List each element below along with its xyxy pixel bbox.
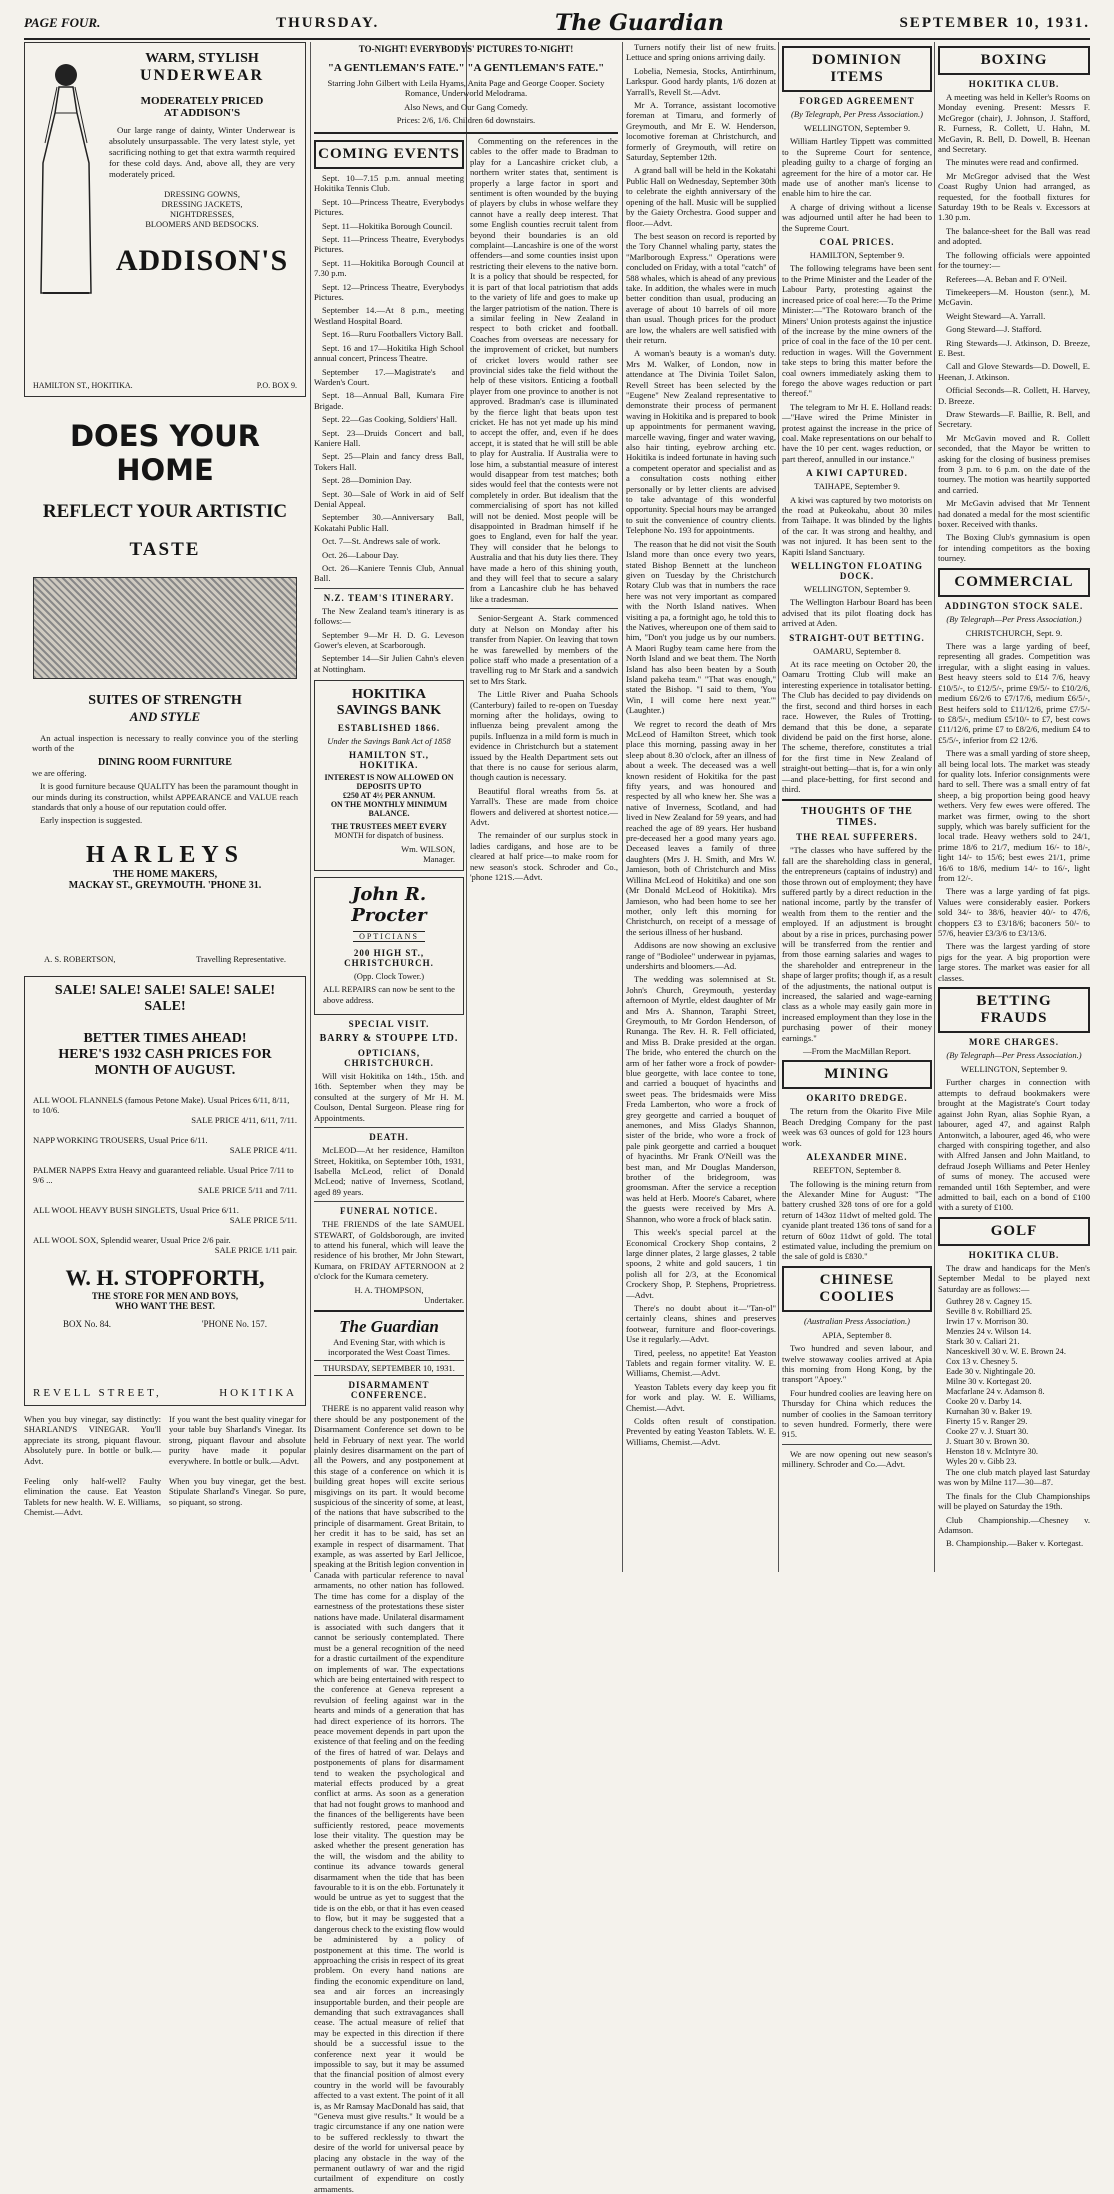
list-item: Finerty 15 v. Ranger 29. <box>946 1416 1028 1426</box>
savings-bank-addr: HAMILTON ST., HOKITIKA. <box>348 750 430 771</box>
news-paragraph: Lobelia, Nemesia, Stocks, Antirrhinum, Larkspur. Good hardy plants, 1/6 dozen at Yarrall's, Revell St.—Advt. <box>626 65 776 97</box>
dateline: CHRISTCHURCH, Sept. 9. <box>965 627 1063 638</box>
pictures-also: Also News, and Our Gang Comedy. <box>404 101 528 112</box>
news-paragraph: Mr McGregor advised that the West Coast Rugby Union had arranged, as requested, for the football fixtures for Saturday 19th to be Reals v. Excessors at 1.30 p.m. <box>938 170 1090 223</box>
dateline: WELLINGTON, September 9. <box>803 584 911 595</box>
news-paragraph: Yeaston Tablets every day keep you fit for work and play. W. E. Williams, Chemist.—Advt. <box>626 1381 776 1413</box>
golf-draw <box>938 1297 1090 1467</box>
pictures-prices: Prices: 2/6, 1/6. Children 6d downstairs. <box>396 115 536 126</box>
column-rule <box>310 42 311 1572</box>
column-5 <box>626 42 776 1572</box>
list-item: Sept. 16—Ruru Footballers Victory Ball. <box>322 329 464 340</box>
dateline: WELLINGTON, September 9. <box>960 1064 1068 1075</box>
news-paragraph: A kiwi was captured by two motorists on the road at Pukeokahu, about 30 miles from Taihape. It was blinded by the lights of the car. It was strong and healthy, and was not injured. It has been sent to the Kapiti Island Sanctuary. <box>782 494 932 557</box>
news-paragraph: Ring Stewards—J. Atkinson, D. Breeze, E. Best. <box>938 337 1090 358</box>
sale-items <box>33 1095 297 1255</box>
harleys-suites: SUITES OF STRENGTH <box>88 693 242 708</box>
small-adverts <box>24 1414 306 1521</box>
left-adverts <box>24 42 306 1572</box>
news-paragraph: We regret to record the death of Mrs McLeod of Hamilton Street, which took place this morning, passing away in her sleep about 8.30 o'clock, after an illness of about a week. The deceased was a well known resident of Hokitika for the past fifty years, and was honoured and respected by all who knew her. She was a native of Inverness, Scotland, and had lived in New Zealand for 59 years, and had reached the age of 89 years. Her husband pre-deceased her a good many years ago. Deceased leaves a family of three daughters (Mrs J. H. Smith, and Mrs W. Jamieson, both of Christchurch and Miss Willina McLeod of Hokitika) and one son (Mr Donald McLeod of Hokitika). Mrs Jamieson, who had been home to see her mother, only left this morning for Christchurch, on receipt of a message of the serious illness of her husband. <box>626 718 776 937</box>
dining-room-picture <box>33 577 297 679</box>
list-item: ALL WOOL FLANNELS (famous Petone Make). Usual Prices 6/11, 8/11, to 10/6. SALE PRICE 4/11, 6/11, 7/11. <box>33 1095 297 1125</box>
savings-bank-title1: HOKITIKA <box>352 687 426 703</box>
death-title: DEATH. <box>369 1132 409 1143</box>
savings-bank-advert <box>314 680 464 871</box>
news-paragraph: Mr A. Torrance, assistant locomotive foreman at Timaru, and formerly of Greymouth, and Mr E. W. Henderson, locomotive foreman at Christchurch, and formerly of Greymouth, will retire on Saturday, September 12th. <box>626 100 776 163</box>
addisons-body: Our large range of dainty, Winter Underwear is absolutely unsurpassable. The very latest style, yet sacrificing nothing to get that extra warmth required for these cold days. And, above all, they are very moderately priced. <box>109 125 295 179</box>
list-item: DRESSING JACKETS, <box>161 200 243 209</box>
dateline: TAIHAPE, September 9. <box>814 481 900 492</box>
news-paragraph: The remainder of our surplus stock in ladies cardigans, and hose are to be cleared at half price—to make room for new season's stock. Schroder and Co., 'phone 121S.—Advt. <box>470 830 618 883</box>
list-item: Wyles 20 v. Gibb 23. <box>946 1456 1017 1466</box>
stopforth-town: HOKITIKA <box>219 1387 297 1399</box>
list-item: Sept. 11—Hokitika Borough Council. <box>322 220 453 231</box>
news-paragraph: There was a large yarding of fat pigs. Values were considerably easier. Porkers sold 34/- to 38/6, heavier 40/- to 47/6, choppers £3 to £3/18/6; baconers 50/- to 57/6, heavier £3/3/6 to £3/13/6. <box>938 886 1090 939</box>
news-paragraph: The Boxing Club's gymnasium is open for intending competitors as the boxing tourney. <box>938 532 1090 564</box>
savings-bank-interest: DEPOSITS UP TO <box>356 782 422 792</box>
list-item: NAPP WORKING TROUSERS, Usual Price 6/11. SALE PRICE 4/11. <box>33 1135 297 1155</box>
list-item: Seville 8 v. Robilliard 25. <box>946 1306 1032 1316</box>
dateline: REEFTON, September 8. <box>812 1165 902 1176</box>
news-paragraph: There was a large yarding of beef, representing all grades. Competition was irregular, with a slight easing in values. Best heavy steers sold to £14 7/6, heavy £10/5/-, to £12/5/-, prime £9/5/- to £10/2/6, medium £6/2/6 to £7/17/6, medium £6/5/-, Best heifers sold to £11/12/6, prime £7/5/- to £8/5/-, medium £5/10/- to £7, best cows £11/12/6, prime £7 to £8/2/6, medium £4 to £5/5/-, inferior from £2 12/6. <box>938 641 1090 745</box>
funeral-body: THE FRIENDS of the late SAMUEL STEWART, of Goldsborough, are invited to attend his funeral, which will leave the residence of his brother, Mr John Stewart, Kumara, on FRIDAY AFTERNOON at 2 o'clock for the Kumara cemetery. <box>314 1219 464 1282</box>
news-paragraph: The best season on record is reported by the Tory Channel whaling party, states the "Marlborough Express." Operations were concluded on Friday, with a total "catch" of 588 whales, which is ahead of any previous take. In addition, the whales were in much better condition than usual, producing an average of about 10 barrels of oil more than usual. Though prices for the product are low, the whalers are well satisfied with their return. <box>626 230 776 345</box>
alexander-title: ALEXANDER MINE. <box>806 1152 908 1163</box>
news-paragraph: Club Championship.—Chesney v. Adamson. <box>938 1514 1090 1535</box>
pictures-title: "A GENTLEMAN'S FATE." "A GENTLEMAN'S FATE." <box>327 62 605 74</box>
news-paragraph: The telegram to Mr H. E. Holland reads:—"Have wired the Prime Minister in protest against the increase in the price of coal. Make representations on our behalf to have the 10 per cent. wages reduction, or part thereof, annulled in our instance." <box>782 401 932 464</box>
news-paragraph: Tired, peeless, no appetite! Eat Yeaston Tablets and regain former vitality. W. E. Williams, Chemist.—Advt. <box>626 1347 776 1379</box>
boxing-club: HOKITIKA CLUB. <box>968 79 1060 89</box>
procter-address: 200 HIGH ST., CHRISTCHURCH. <box>344 948 434 969</box>
harleys-head2: REFLECT YOUR ARTISTIC <box>42 501 288 522</box>
news-paragraph: Timekeepers—M. Houston (senr.), M. McGavin. <box>938 286 1090 308</box>
harleys-head1: DOES YOUR HOME <box>69 419 260 487</box>
column-3 <box>314 136 464 2194</box>
addisons-address: HAMILTON ST., HOKITIKA. <box>33 381 133 390</box>
list-item: ALL WOOL HEAVY BUSH SINGLETS, Usual Price 6/11. SALE PRICE 5/11. <box>33 1205 297 1225</box>
news-paragraph: The following telegrams have been sent to the Prime Minister and the Leader of the Labour Party, protesting against the increased price of coal here:—To the Prime Minister:—"The Rotowaro branch of the Miners' Union protests against the injustice of the increase by the mine owners of the price of coal in the face of the 10 per cent. reduction in wages. Will the Government take steps to bring this matter before the coal owners immediately asking them to forego the above wages reduction or part thereof." <box>782 263 932 399</box>
savings-bank-interest: INTEREST IS NOW ALLOWED ON <box>324 773 454 783</box>
column-rule <box>622 42 623 1572</box>
list-item: Henston 18 v. McIntyre 30. <box>946 1446 1039 1456</box>
news-paragraph: The wedding was solemnised at St. John's Church, Greymouth, yesterday afternoon of Myrtle, eldest daughter of Mr and Mrs A. Shannon, Taraphi Street, Greymouth, to Mr Gordon Henderson, of Runanga. The Rev. H. R. Fell officiated, and Miss B. Drake presided at the organ. The bride, who entered the church on the arm of her father wore a frock of powder-blue georgette, with lace contee to tone, and carried a bouquet of hyacinths and sweet peas. The bridesmaids were Miss Freda Lamberton, who wore a frock of grey georgette and carried a bouquet of anemones, and Miss Gladys Shannon, sister of the bride, who wore a frock of pale pink georgette and carried a bouquet of hyacinths. Mr Frank O'Neill was the best man, and Mr Douglas Manderson, brother of the bridegroom, was groomsman. After the service a reception was held at Herb. Moore's Cabaret, where the guests were received by Mrs A. Shannon, who wore a frock of black satin. <box>626 974 776 1224</box>
list-item: Cox 13 v. Chesney 5. <box>946 1356 1018 1366</box>
coal-prices-title: COAL PRICES. <box>819 237 895 248</box>
list-item: Milne 30 v. Kortegast 20. <box>946 1376 1032 1386</box>
news-paragraph: Call and Glove Stewards—D. Dowell, E. Heenan, J. Atkinson. <box>938 361 1090 382</box>
special-visit-title: SPECIAL VISIT. <box>348 1019 430 1030</box>
dateline: WELLINGTON, September 9. <box>803 123 911 133</box>
column-4 <box>470 136 618 1572</box>
list-item: NIGHTDRESSES, <box>170 210 234 219</box>
list-item: Menzies 24 v. Wilson 14. <box>946 1326 1032 1336</box>
stopforth-head1: BETTER TIMES AHEAD! <box>83 1031 247 1046</box>
news-paragraph: The Little River and Puaha Schools (Canterbury) failed to re-open on Tuesday morning after the holidays, owing to influenza being prevalent among the pupils. Influenza in a mild form is much in evidence in Christchurch but a statement issued by the Health Department sets out that there is no cause for serious alarm, though caution is necessary. <box>470 689 618 783</box>
savings-bank-signature-title: Manager. <box>423 854 455 865</box>
list-item: BLOOMERS AND BEDSOCKS. <box>145 220 259 229</box>
betting-frauds-title: BETTING FRAUDS <box>938 987 1090 1033</box>
addisons-name: ADDISON'S <box>115 244 289 277</box>
procter-repairs: ALL REPAIRS can now be sent to the above address. <box>323 984 455 1005</box>
news-paragraph: Senior-Sergeant A. Stark commenced duty at Nelson on Monday after his transfer from Napier. On leaving that town he was farewelled by members of the police staff who made a presentation of a travelling rug to Mr Stark and a sandwich set to Mrs Stark. <box>470 613 618 686</box>
dateline: OAMARU, September 8. <box>813 645 901 656</box>
list-item: Macfarlane 24 v. Adamson 8. <box>946 1386 1045 1396</box>
news-paragraph: Colds often result of constipation. Prevented by eating Yeaston Tablets. W. E. Williams, Chemist.—Advt. <box>626 1416 776 1447</box>
savings-bank-est: ESTABLISHED 1866. <box>337 723 441 734</box>
stopforth-tag1: THE STORE FOR MEN AND BOYS, <box>91 1291 239 1301</box>
disarmament-title: DISARMAMENT CONFERENCE. <box>348 1380 430 1401</box>
list-item: September 30.—Anniversary Ball, Kokatahi Public Hall. <box>314 512 464 533</box>
savings-bank-title2: SAVINGS BANK <box>336 703 442 719</box>
list-item: DRESSING GOWNS, <box>164 190 240 199</box>
stopforth-phone: 'PHONE No. 157. <box>201 1319 267 1329</box>
list-item: Oct. 7—St. Andrews sale of work. <box>322 536 441 547</box>
special-visit-firm: BARRY & STOUPPE LTD. <box>319 1033 459 1045</box>
funeral-title: FUNERAL NOTICE. <box>339 1206 438 1217</box>
stopforth-street: REVELL STREET, <box>33 1387 162 1399</box>
small-advert: We are now opening out new season's millinery. Schroder and Co.—Advt. <box>782 1448 932 1470</box>
chinese-coolies-title: CHINESE COOLIES <box>782 1266 932 1312</box>
news-paragraph: Addisons are now showing an exclusive range of "Bodiolee" underwear in pyjamas, undershirts and bloomers.—Ad. <box>626 940 776 971</box>
thoughts-source: —From the MacMillan Report. <box>803 1046 911 1057</box>
list-item: Eade 30 v. Nightingale 20. <box>946 1366 1036 1376</box>
lady-in-slip-icon <box>31 53 101 323</box>
news-paragraph: Turners notify their list of new fruits. Lettuce and spring onions arriving daily. <box>626 42 776 63</box>
golf-title: GOLF <box>938 1217 1090 1246</box>
news-paragraph: B. Championship.—Baker v. Kortegast. <box>946 1538 1084 1549</box>
list-item: Sept. 18—Annual Ball, Kumara Fire Brigade. <box>314 390 464 411</box>
list-item: PALMER NAPPS Extra Heavy and guaranteed reliable. Usual Price 7/11 to 9/6 ... SALE PRICE 5/11 and 7/11. <box>33 1165 297 1195</box>
savings-bank-trustees: THE TRUSTEES MEET EVERY <box>331 822 447 832</box>
news-paragraph: The one club match played last Saturday was won by Milne 117—30—87. <box>938 1466 1090 1488</box>
more-charges-title: MORE CHARGES. <box>968 1037 1059 1048</box>
list-item: Oct. 26—Kaniere Tennis Club, Annual Ball. <box>314 563 464 584</box>
news-paragraph: Mr McGavin moved and R. Collett seconded, that the Mayor be written to asking for the closing of business premises from 3 p.m. to 6 p.m. on the date of the tourney. The motion was heartily supported and carried. <box>938 432 1090 495</box>
dominion-items-title: DOMINION ITEMS <box>782 46 932 92</box>
disarmament-body: THERE is no apparent valid reason why there should be any postponement of the Disarmament Conference set down to be held in February of next year. The world plainly desires disarmament on the part of all the Powers, and any postponement at this stage of a conference on which it is building great hopes will excite serious misgivings on its part. It would become suspicious of the sincerity of some, at least, of the nations that have subscribed to the principle of disarmament. Great Britain, to her credit it has to be said, has set an example in respect of disarmament. That example, as was asserted by Earl Jellicoe, speaking at the British legion convention in Canada with particular reference to naval armaments, no other nation has followed. The time has come for a display of the earnestness of the protestations these sister nations have made. Unilateral disarmament is associated with such dangers that it cannot be seriously contemplated. There must be a general recognition of the need for a drastic curtailment of the expenditure on implements of war. The expectations which are being entertained with respect to the conference at Geneva represent a revulsion of feeling against war in the hearts and minds of a generation that has had direct experience of its horrors. The peace movement depends in part upon the existence of that feeling and on the feeding of the fires of hatred of war. Delays and postponements of plans for disarmament tend to weaken the psychological and material effects produced by a great conflict at arms. As soon as a generation that had not fought grows to manhood and the finances of the belligerents have been sufficiently restored, peace movements lose their vitality. The question may be asked whether the present generation has the will, the wisdom and the ability to continue its advance towards general disarmament when the tide that has been favourable to it is on the ebb. Fortunately it would be untrue as yet to suggest that the tide is on the ebb, or that it has even ceased to flow, but it may be suggested that a dangerous check to the existing flow would be administered by a policy of postponement at this time. The world is approaching the crisis in respect of its great problem. On every hand nations are finding the economic expenditure on land, sea and air forces an increasingly insupportable burden, and their people are demanding that such extravagances shall cease. The actual measure of relief that may be expected in this direction if there should be a successful issue to the conference next year it would be impossible to say, but it may be assumed that the financial position of almost every country in the world will be favourably affected to a vast extent. The point of it all is, as Mr Ramsay MacDonald has said, that "Geneva must give results." It would be a tragic circumstance if any one nation were to be suffered recklessly to thwart the desire of the world for universal peace by placing any obstacle in the way of the permanent outlawry of war and the rigid curtailment of expenditure on costly armaments. <box>314 1403 464 2194</box>
list-item: Sept. 23—Druids Concert and ball, Kaniere Hall. <box>314 427 464 448</box>
list-item: Sept. 28—Dominion Day. <box>322 475 412 486</box>
funeral-signature-title: Undertaker. <box>424 1294 464 1305</box>
savings-bank-interest: £250 AT 4½ PER ANNUM. <box>342 791 436 801</box>
list-item: Sept. 11—Princess Theatre, Everybodys Pictures. <box>314 234 464 255</box>
small-advert: If you want the best quality vinegar for your table buy Sharland's Vinegar. Its strong, piquant flavour and absolute purity have made it popular everywhere. In bottle or bulk.—Advt. <box>169 1414 306 1466</box>
news-paragraph: At its race meeting on October 20, the Oamaru Trotting Club will make an interesting experience in totalisator betting. The Club has decided to pay dividends on the first, second and third horses in each race. However, the Rules of Trotting, demand that this be done, a separate dividend be paid on the first horse, alone. The scheme, therefore, constitutes a trial for the first time in New Zealand of straight-out betting—that is, for a win only—and place-betting, for first second and third. <box>782 659 932 794</box>
news-paragraph: The Wellington Harbour Board has been advised that its pilot floating dock has arrived at Aden. <box>782 597 932 629</box>
addisons-head3: MODERATELY PRICED <box>140 95 264 107</box>
news-paragraph: Four hundred coolies are leaving here on Thursday for China which reduces the number of coolies in the Samoan territory to seven hundred. Formerly, there were 915. <box>782 1387 932 1440</box>
thoughts-body: "The classes who have suffered by the fall are the shareholding class in general, the entrepreneurs (captains of industry) and those thrown out of employment; they have suffered partly by a direct reduction in the national income, partly by the transfer of wealth from them to the rentier and the employed. If an adjustment is brought about by a rise in prices, purchasing power will be transferred from the rentier and from those earning salaries and wages to the shareholder and entrepreneur in the shape of larger profits; though if, as a result of the adjustments, the national output is increased, the salaried and wage-earning class as a whole may easily gain more in increased employment than they lose in the purchasing power of their money earnings." <box>782 845 932 1043</box>
addisons-pobox: P.O. BOX 9. <box>256 381 297 390</box>
addisons-head1: WARM, STYLISH <box>145 51 259 66</box>
news-paragraph: There was a small yarding of store sheep, all being local lots. The market was steady for quality lots. Inferior consignments were hard to sell. There was a small entry of fat sheep, a big proportion being good heavy wethers. Very few ewes were offered. The market was firmer, owing to the short supply, which was barely sufficient for the local trade. Heavy wethers sold to 24/1, prime 18/6 to 21/7, medium 16/- to 18/-, light 14/- to 15/6; best ewes 21/1, prime 16/6 to 18/6, medium 14/- to 16/-, light from 12/-. <box>938 748 1090 883</box>
harleys-body3: It is good furniture because QUALITY has been the paramount thought in our minds during its construction, whilst APPEARANCE and VALUE reach standards that only a house of our reputation could offer. <box>32 781 298 813</box>
news-paragraph: A meeting was held in Keller's Rooms on Monday evening. Present: Messrs F. McGregor (chair), J. Johnson, J. Stafford, R. Furness, R. Collett, U. Hahn, M. McGavin, R. Bell, D. Dowell, B. Heenan and Secretary. <box>938 92 1090 155</box>
news-paragraph: Further charges in connection with attempts to defraud bookmakers were brought at the Magistrate's Court today against John Ryan, alias Sophie Ryan, a labourer, aged 47, and against Ralph Antonwitch, a labourer, aged 46, who were charged with conspiring together, and also with Alfred Jansen and John Maitland, to defraud Joseph Williams and Peter Henley of sums of money. The accused were remanded until 16th September, and were admitted to bail, each on a bond of £100 with a surety of £100. <box>938 1077 1090 1213</box>
news-paragraph: A charge of driving without a license was adjourned until after he had been to the Supreme Court. <box>782 201 932 233</box>
news-paragraph: Two hundred and seven labour, and twelve stowaway coolies arrived at Apia this morning from Hong Kong, by the transport "Apoey." <box>782 1343 932 1385</box>
press-association: (By Telegraph—Per Press Association.) <box>946 613 1082 624</box>
news-paragraph: There's no doubt about it—"Tan-ol" certainly cleans, shines and preserves footwear, furniture and floor-coverings. Use it regularly.—Advt. <box>626 1302 776 1345</box>
news-paragraph: Mr McGavin advised that Mr Tennent had donated a medal for the most scientific boxer. Received with thanks. <box>938 498 1090 530</box>
harleys-sub: THE HOME MAKERS, <box>112 868 218 880</box>
list-item: Sept. 25—Plain and fancy dress Ball, Tokers Hall. <box>314 451 464 472</box>
dateline: HAMILTON, September 9. <box>809 250 905 261</box>
golf-club: HOKITIKA CLUB. <box>968 1249 1060 1260</box>
harleys-body2: we are offering. <box>32 767 87 778</box>
news-paragraph: The following is the mining return from the Alexander Mine for August: "The battery crushed 328 tons of ore for a gold return of 143oz 11dwt of melted gold. The cyanide plant treated 136 tons of sand for a return of 60oz 11dwt of gold. The total estimated value, including the premium on the sale of gold is £830." <box>782 1178 932 1262</box>
addisons-head2: UNDERWEAR <box>139 67 265 84</box>
thoughts-title: THOUGHTS OF THE TIMES. <box>801 806 913 829</box>
list-item: Sept. 12—Princess Theatre, Everybodys Pictures. <box>314 281 464 303</box>
newspaper-title: The Guardian <box>555 10 724 36</box>
press-association: (By Telegraph, Per Press Association.) <box>791 109 923 119</box>
harleys-head3: TASTE <box>129 539 201 560</box>
boxing-title: BOXING <box>938 46 1090 75</box>
harleys-style: AND STYLE <box>129 709 201 724</box>
news-paragraph: Commenting on the references in the cables to the offer made to Bradman to play for a Lancashire cricket club, a northern writer states that, sentiment is properly a large factor in sport and sentiment is often wounded by the buying of players by clubs in whose welfare they cannot have a really deep interest. That some English counties recruit talent from beyond their boundaries is an old complaint—Lancashire is one of the worst offenders—and some counties insist upon restricting their elevens to the native born. It is a policy that should be respected, for it is part of that local patriotism that adds to the variety of life and goes to make up the larger patriotism of the nation. There is a similar feeling in New Zealand in respect to both cricket and football. Coaches from overseas are necessary for the improvement of cricket, but numbers of cricket lovers would rather see provincial sides take the field without the help of these visitors. Enticing a football player from one province to another is not approved. Bradman's case is illuminated by the fierce light that beats upon test cricket. He has not yet made up his mind to accept the offer, and, even if he does accept, it is stated that he will still be able to play for Australia. If Australia were to lose him, a substantial measure of interest would disappear from test matches; both sides would feel that the contests were not completely in order. But idealism that the commercialising of sport has not killed will not be denied. Most people will be disappointed in Bradman himself if he goes to England, even for half the year. They will consider that he belongs to Australia and that his duty lies there. They have made a hero of this shining youth, and they will feel that to secure a salary from a Lancashire club he has behaved like a tradesman. <box>470 136 618 604</box>
news-paragraph: The finals for the Club Championships will be played on Saturday the 19th. <box>938 1490 1090 1512</box>
news-paragraph: Beautiful floral wreaths from 5s. at Yarrall's. These are made from choice flowers and delivered at shortest notice.—Advt. <box>470 785 618 827</box>
dateline: APIA, September 8. <box>822 1329 892 1340</box>
column-6 <box>782 42 932 1572</box>
guardian-sub: And Evening Star, with which is incorporated the West Coast Times. <box>327 1336 451 1357</box>
floating-dock-title: WELLINGTON FLOATING DOCK. <box>791 561 923 582</box>
list-item: Cooke 27 v. J. Stuart 30. <box>946 1426 1029 1436</box>
news-paragraph: The minutes were read and confirmed. <box>946 157 1079 168</box>
news-paragraph: Weight Steward—A. Yarrall. <box>946 310 1046 321</box>
harleys-dining: DINING ROOM FURNITURE <box>98 756 232 768</box>
list-item: Sept. 10—7.15 p.m. annual meeting Hokitika Tennis Club. <box>314 173 464 194</box>
masthead-date: SEPTEMBER 10, 1931. <box>899 14 1090 31</box>
savings-bank-interest: BALANCE. <box>368 809 410 819</box>
news-paragraph: Referees—A. Beban and F. O'Neil. <box>946 273 1067 284</box>
news-paragraph: A grand ball will be held in the Kokatahi Public Hall on Wednesday, September 30th to celebrate the eighth anniversary of the opening of the hall. Music will be supplied by the Gaiety Orchestra. Good supper and floor.—Advt. <box>626 165 776 228</box>
procter-name: John R. Procter <box>351 884 427 927</box>
golf-intro: The draw and handicaps for the Men's September Medal to be played next Saturday are as follows:— <box>938 1262 1090 1294</box>
harleys-rep-title: Travelling Representative. <box>196 954 286 964</box>
stopforth-head3: MONTH OF AUGUST. <box>94 1063 236 1078</box>
special-visit-sub: OPTICIANS, CHRISTCHURCH. <box>344 1048 434 1069</box>
savings-bank-act: Under the Savings Bank Act of 1858 <box>327 736 451 747</box>
sale-banner: SALE! SALE! SALE! SALE! SALE! SALE! <box>54 983 276 1014</box>
stopforth-head2: HERE'S 1932 CASH PRICES FOR <box>58 1047 272 1062</box>
harleys-rep: A. S. ROBERTSON, <box>44 954 116 964</box>
thoughts-sub: THE REAL SUFFERERS. <box>796 832 918 843</box>
column-rule <box>466 42 467 1572</box>
procter-opp: (Opp. Clock Tower.) <box>353 971 425 982</box>
forged-agreement-title: FORGED AGREEMENT <box>799 96 915 106</box>
harleys-name: HARLEYS <box>85 841 245 868</box>
guardian-name: The Guardian <box>339 1316 439 1336</box>
addisons-items <box>109 190 295 230</box>
harleys-body1: An actual inspection is necessary to really convince you of the sterling worth of the <box>32 733 298 754</box>
straight-out-betting-title: STRAIGHT-OUT BETTING. <box>789 632 925 643</box>
news-paragraph: Draw Stewards—F. Baillie, R. Bell, and Secretary. <box>938 408 1090 430</box>
special-visit-body: Will visit Hokitika on 14th., 15th. and 16th. September when they may be consulted at the surgery of Mr H. M. Coulson, Dental Surgeon. Please ring for Appointments. <box>314 1071 464 1123</box>
coming-events-list <box>314 173 464 584</box>
list-item: Guthrey 28 v. Cagney 15. <box>946 1296 1032 1306</box>
list-item: ALL WOOL SOX, Splendid wearer, Usual Price 2/6 pair. SALE PRICE 1/11 pair. <box>33 1235 297 1255</box>
news-paragraph: A woman's beauty is a woman's duty. Mrs M. Walker, of London, now in attendance at The Divinia Toilet Salon, Revell Street has been selected by the "Eugene" New Zealand representative to demonstrate their process of permanent waving in Hokitika and is prepared to book up appointments for permanent waving, marcelle waving, finger and water waving, also hair tinting, eyebrow arching etc. Hokitika is indeed fortunate in having such a competent operator and specialist and as a consultation costs nothing either personally or by letter clients are advised to take advantage of this wonderful opportunity. Special hours may be arranged to suit the convenience of country clients. Telephone No. 193 for appointments. <box>626 348 776 536</box>
procter-sub: OPTICIANS <box>353 931 425 942</box>
stopforth-box: BOX No. 84. <box>63 1319 112 1329</box>
okarito-title: OKARITO DREDGE. <box>806 1093 908 1104</box>
list-item: September 17.—Magistrate's and Warden's Court. <box>314 366 464 387</box>
list-item: Sept. 11—Hokitika Borough Council at 7.30 p.m. <box>314 257 464 279</box>
list-item: Nanceskivell 30 v. W. E. Brown 24. <box>946 1346 1066 1356</box>
news-paragraph: This week's special parcel at the Economical Crockery Shop contains, 2 large dinner plates, 2 large glasses, 2 table spoons, 2 white and gold saucers, 1 tin polish all for 2/3, at the Economical Crockery Shop, P. Stephens, Proprietress.—Advt. <box>626 1227 776 1300</box>
list-item: Sept. 22—Gas Cooking, Soldiers' Hall. <box>322 414 457 425</box>
list-item: September 9—Mr H. D. G. Leveson Gower's eleven, at Scarborough. <box>314 629 464 651</box>
small-advert: When you buy vinegar, say distinctly: SHARLAND'S VINEGAR. You'll appreciate its strong, piquant flavour. Absolutely pure. In bottle or bulk.—Advt. <box>24 1414 161 1466</box>
mining-title: MINING <box>782 1060 932 1089</box>
list-item: Sept. 10—Princess Theatre, Everybodys Pictures. <box>314 196 464 218</box>
stopforth-name: W. H. STOPFORTH, <box>65 1265 265 1290</box>
news-paragraph: William Hartley Tippett was committed to the Supreme Court for sentence, pleading guilty to a charge of forging an agreement for the hire of a motor car. He made use of another man's license to enable him to hire the car. <box>782 136 932 199</box>
savings-bank-trustees: MONTH for dispatch of business. <box>334 831 444 841</box>
savings-bank-interest: ON THE MONTHLY MINIMUM <box>330 800 448 810</box>
list-item: September 14—Sir Julien Cahn's eleven at Nottingham. <box>314 653 464 674</box>
page-number: PAGE FOUR. <box>24 15 101 30</box>
pictures-starring: Starring John Gilbert with Leila Hyams, Anita Page and George Cooper. Society Romance, Underworld Melodrama. <box>327 78 605 99</box>
news-paragraph: The following officials were appointed for the tourney:— <box>938 249 1090 271</box>
list-item: September 14.—At 8 p.m., meeting Westland Hospital Board. <box>314 305 464 326</box>
small-advert: Feeling only half-well? Faulty elimination the cause. Eat Yeaston Tablets for new health. W. E. Williams, Chemist.—Advt. <box>24 1476 161 1518</box>
pictures-advert <box>314 42 618 134</box>
nz-team-body: The New Zealand team's itinerary is as follows:— <box>314 605 464 627</box>
small-advert: When you buy vinegar, get the best. Stipulate Sharland's Vinegar. So pure, so piquant, so strong. <box>169 1476 306 1507</box>
masthead <box>24 8 1090 40</box>
pictures-header: TO-NIGHT! EVERYBODYS' PICTURES TO-NIGHT! <box>358 44 574 54</box>
harleys-body4: Early inspection is suggested. <box>40 815 143 826</box>
list-item: Irwin 17 v. Morrison 30. <box>946 1316 1029 1326</box>
guardian-dateline: THURSDAY, SEPTEMBER 10, 1931. <box>314 1360 464 1376</box>
news-paragraph: Official Seconds—R. Collett, H. Harvey, D. Breeze. <box>938 385 1090 406</box>
list-item: J. Stuart 30 v. Brown 30. <box>946 1436 1030 1446</box>
list-item: Sept. 30—Sale of Work in aid of Self Denial Appeal. <box>314 488 464 509</box>
savings-bank-signature: Wm. WILSON, <box>401 844 455 855</box>
list-item: Cooke 20 v. Darby 14. <box>946 1396 1022 1406</box>
stopforth-advert <box>24 976 306 1406</box>
lady-illustration <box>31 53 101 323</box>
harleys-addr: MACKAY ST., GREYMOUTH. 'PHONE 31. <box>68 879 262 891</box>
press-association: (Australian Press Association.) <box>803 1315 910 1326</box>
death-body: McLEOD—At her residence, Hamilton Street, Hokitika, on September 10th, 1931, Isabella McLeod, relict of Donald McLeod; native of Inverness, Scotland, aged 89 years. <box>314 1145 464 1197</box>
harleys-advert <box>24 405 306 970</box>
list-item: Stark 30 v. Caliari 21. <box>946 1336 1020 1346</box>
news-paragraph: The return from the Okarito Five Mile Beach Dredging Company for the past week was 63 ounces of gold for 123 hours work. <box>782 1106 932 1148</box>
press-association: (By Telegraph—Per Press Association.) <box>946 1050 1082 1061</box>
kiwi-title: A KIWI CAPTURED. <box>806 468 908 479</box>
column-7 <box>938 42 1090 1572</box>
nz-team-title: N.Z. TEAM'S ITINERARY. <box>323 592 455 603</box>
news-paragraph: The balance-sheet for the Ball was read and adopted. <box>938 225 1090 247</box>
list-item: Kurnahan 30 v. Baker 19. <box>946 1406 1032 1416</box>
stock-sale-title: ADDINGTON STOCK SALE. <box>944 600 1084 611</box>
stopforth-tag2: WHO WANT THE BEST. <box>115 1301 215 1311</box>
list-item: Sept. 16 and 17—Hokitika High School annual concert, Princess Theatre. <box>314 342 464 364</box>
funeral-signature: H. A. THOMPSON, <box>354 1284 424 1295</box>
coming-events-title: COMING EVENTS <box>314 140 464 169</box>
addisons-advert <box>24 42 306 397</box>
list-item: Oct. 26—Labour Day. <box>322 549 399 560</box>
addisons-head4: AT ADDISON'S <box>163 107 241 119</box>
masthead-day: THURSDAY. <box>276 14 380 31</box>
procter-advert <box>314 877 464 1015</box>
news-paragraph: The reason that he did not visit the South Island more than once every two years, stated Bishop Bennett at the luncheon given on Tuesday by the Christchurch Rotary Club was that in numbers the race here was not very important as compared with the North Island natives. When visiting a pa, a fortnight ago, he told this to the Natives, whereupon one of them said to him, "Don't you judge us by our numbers. A Maori Rugby team came here from the North Island and we beat them. The North Island has also been beaten by a South Island pakeha team." "That was enough," stated the Bishop. "I said to them, 'You Win, I will come here next year.'" (Laughter.) <box>626 538 776 716</box>
column-rule <box>778 42 779 1572</box>
column-rule <box>934 42 935 1572</box>
news-paragraph: There was the largest yarding of store pigs for the year. A big proportion were large stores. The market was easier for all classes. <box>938 941 1090 983</box>
news-paragraph: Gong Steward—J. Stafford. <box>946 324 1042 335</box>
commercial-title: COMMERCIAL <box>938 568 1090 597</box>
